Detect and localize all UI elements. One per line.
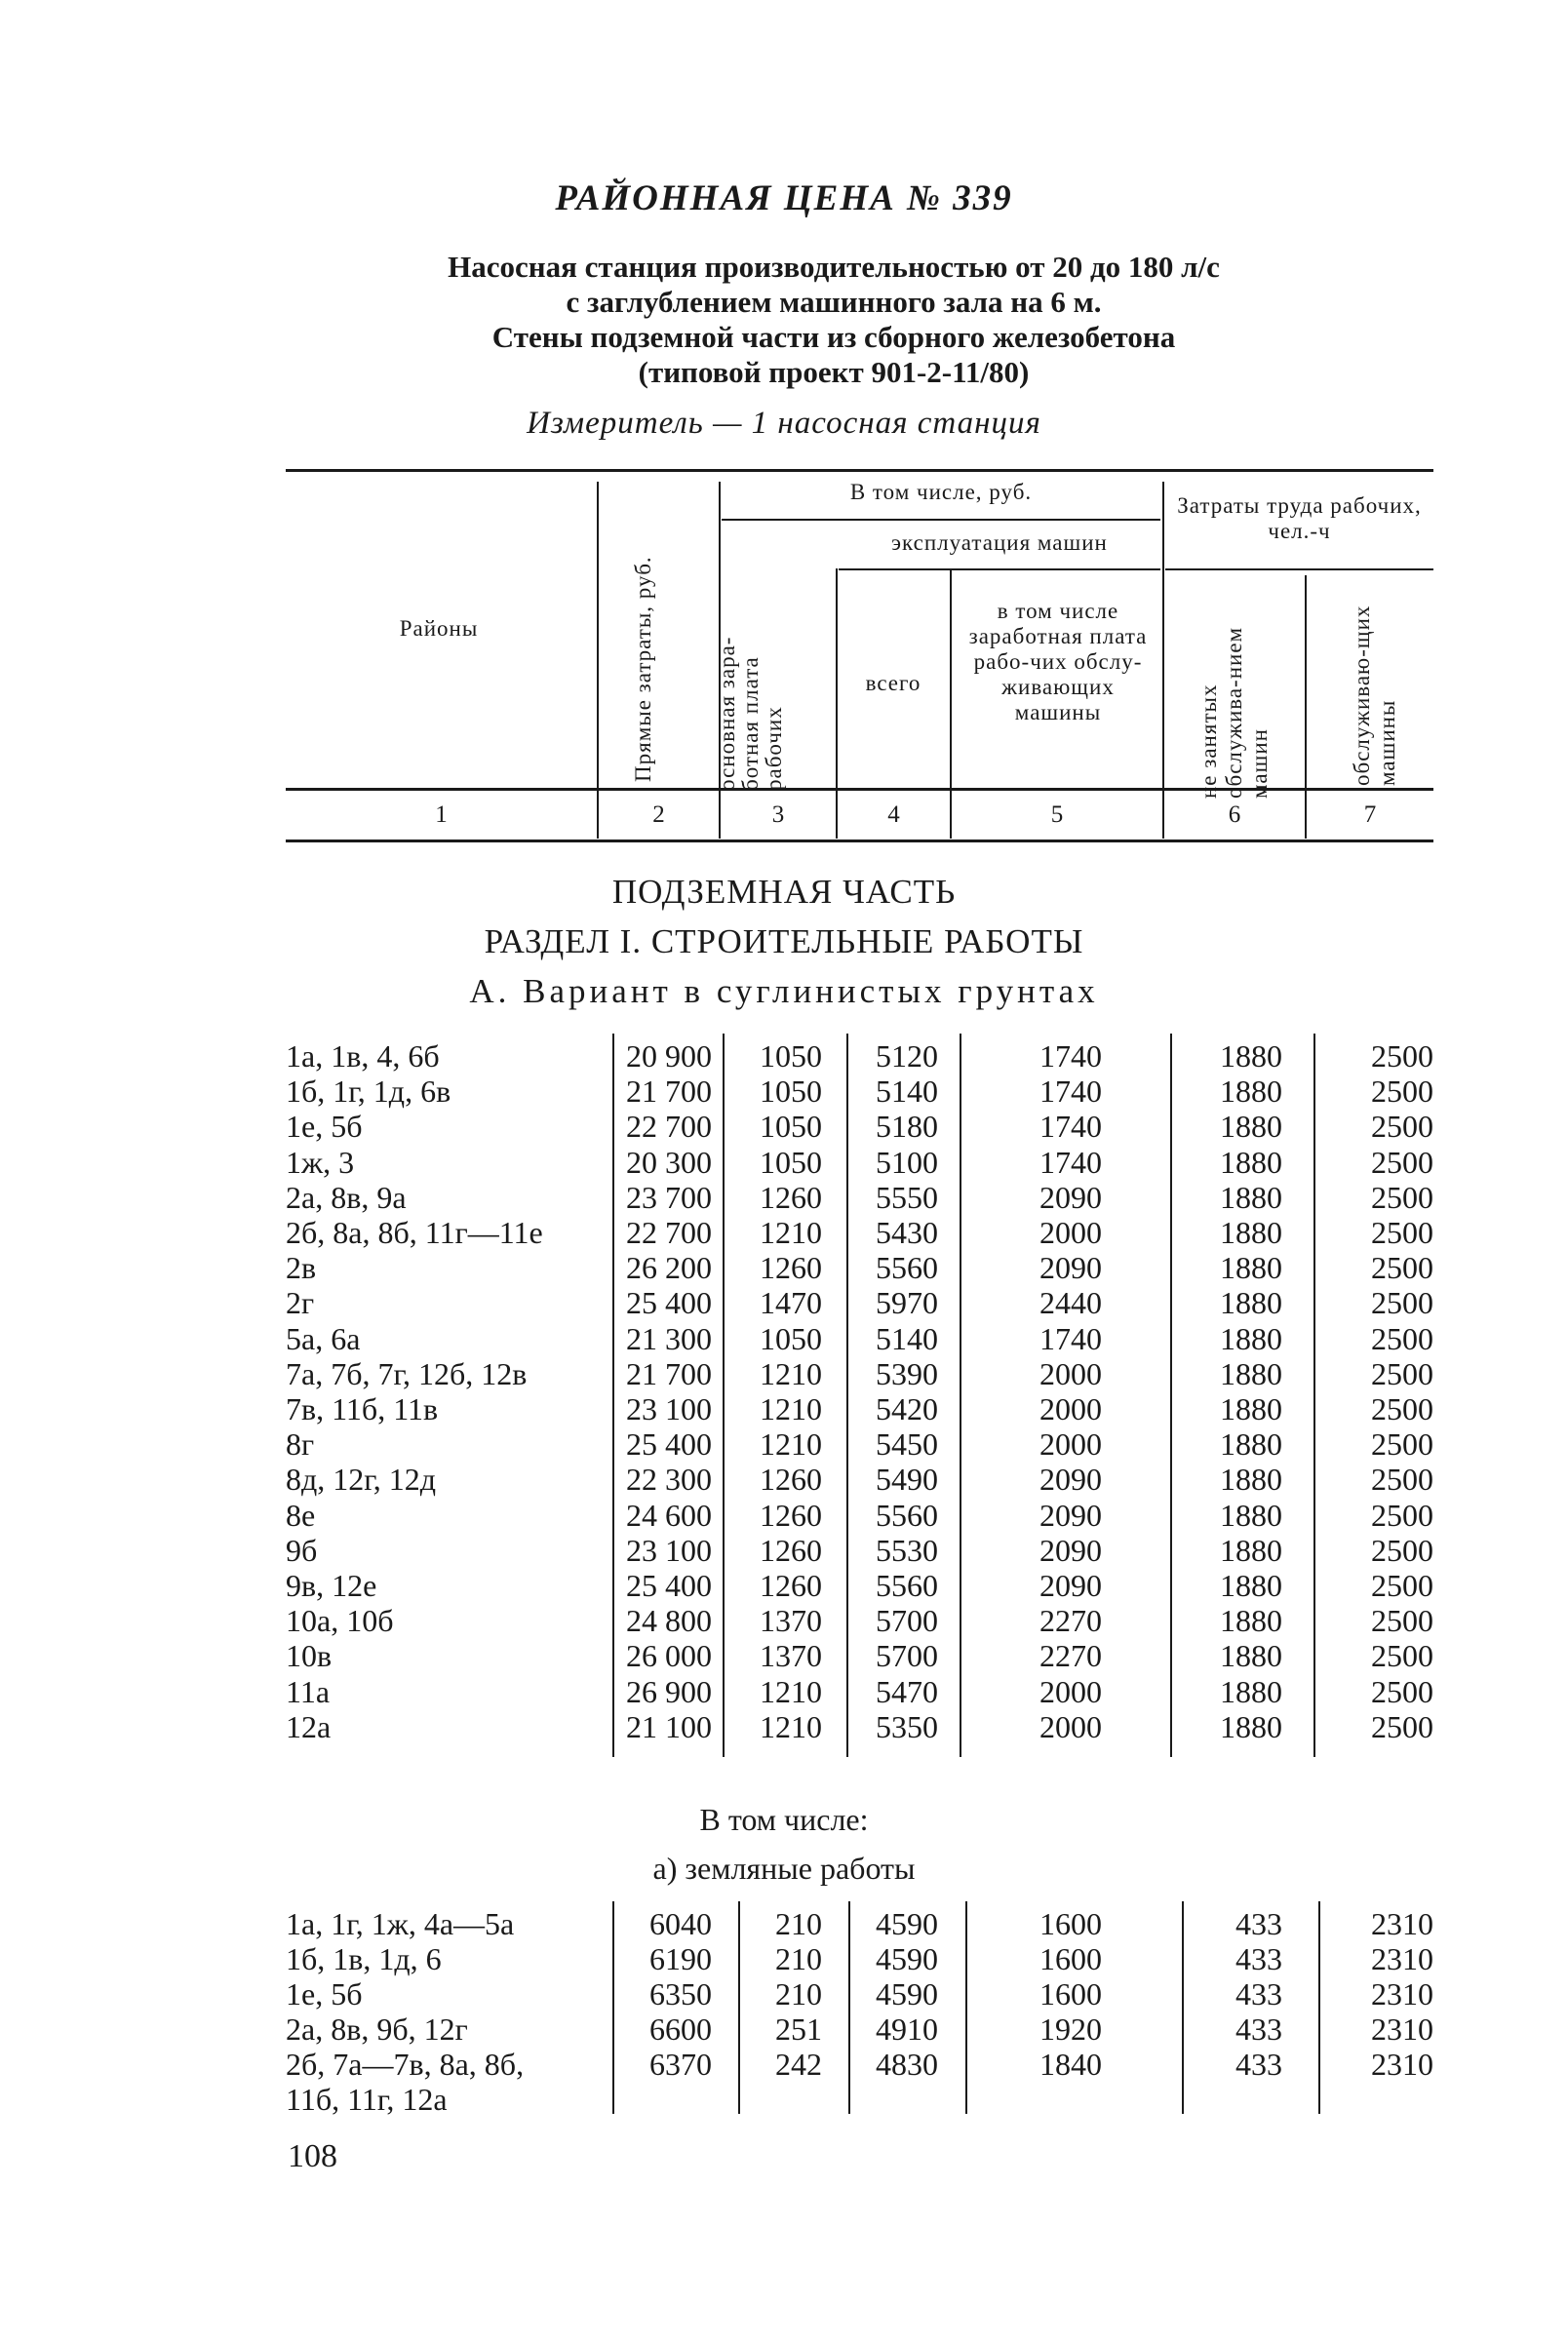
cell-value: 1880	[1220, 1144, 1282, 1180]
cell-value: 1050	[760, 1109, 822, 1145]
cell-value: 1880	[1220, 1355, 1282, 1391]
cell-district: 10в	[286, 1638, 333, 1674]
header-top-rule	[286, 469, 1433, 472]
header-pryamye: Прямые затраты, руб.	[631, 556, 655, 782]
col-number: 4	[887, 801, 900, 828]
cell-value: 1740	[1039, 1320, 1102, 1356]
cell-district: 1е, 5б	[286, 1109, 363, 1145]
header-obsluzh: обслуживаю-щих машины	[1350, 605, 1399, 786]
header-divider	[1162, 482, 1164, 839]
cell-value: 4910	[876, 2011, 938, 2047]
cell-value: 22 700	[626, 1109, 712, 1145]
cell-value: 1210	[760, 1215, 822, 1250]
cell-value: 5970	[876, 1285, 938, 1321]
cell-value: 4830	[876, 2047, 938, 2082]
header-subrule-1	[722, 519, 1160, 521]
col-number: 5	[1050, 801, 1064, 828]
header-v-tom-chisle-zp: в том числе заработная плата рабо-чих обслу-живающих машины	[968, 599, 1148, 724]
header-rayony: Районы	[399, 616, 479, 641]
table-row	[0, 1391, 1568, 1426]
unit-of-measure: Измеритель — 1 насосная станция	[527, 406, 1041, 441]
document-title: РАЙОННАЯ ЦЕНА № 339	[555, 178, 1013, 218]
cell-value: 1880	[1220, 1391, 1282, 1426]
cell-value: 1740	[1039, 1144, 1102, 1180]
subtitle-line: Стены подземной части из сборного железобетона	[491, 320, 1176, 354]
cell-value: 1050	[760, 1144, 822, 1180]
cell-value: 5120	[876, 1038, 938, 1074]
cell-value: 1210	[760, 1708, 822, 1744]
cell-value: 2500	[1371, 1074, 1433, 1110]
cell-value: 2000	[1039, 1708, 1102, 1744]
cell-value: 20 300	[626, 1144, 712, 1180]
cell-value: 23 100	[626, 1532, 712, 1568]
cell-district: 8г	[286, 1426, 315, 1463]
cell-value: 23 700	[626, 1179, 712, 1215]
subsection-incl: В том числе:	[699, 1802, 869, 1837]
cell-value: 1210	[760, 1426, 822, 1463]
cell-value: 2090	[1039, 1462, 1102, 1498]
cell-value: 26 900	[626, 1673, 712, 1709]
cell-value: 1600	[1039, 1976, 1102, 2011]
cell-value: 433	[1235, 1906, 1282, 1941]
cell-value: 5390	[876, 1355, 938, 1391]
table-row	[0, 1709, 1568, 1744]
cell-district: 1б, 1в, 1д, 6	[286, 1941, 442, 1976]
table-row	[0, 1941, 1568, 1976]
cell-value: 433	[1235, 2011, 1282, 2047]
cell-value: 242	[775, 2047, 822, 2082]
cell-value: 6370	[649, 2047, 712, 2082]
cell-value: 2310	[1371, 1976, 1433, 2011]
cell-value: 433	[1235, 1976, 1282, 2011]
cell-value: 6040	[649, 1906, 712, 1941]
table-row	[0, 1109, 1568, 1144]
cell-value: 22 700	[626, 1215, 712, 1250]
cell-value: 24 600	[626, 1497, 712, 1533]
cell-value: 1880	[1220, 1532, 1282, 1568]
header-divider	[597, 482, 599, 839]
header-divider	[1305, 575, 1307, 839]
subtitle-line: (типовой проект 901-2-11/80)	[638, 355, 1030, 389]
table-row	[0, 1603, 1568, 1638]
cell-district: 1е, 5б	[286, 1976, 363, 2011]
cell-value: 1050	[760, 1038, 822, 1074]
cell-value: 2500	[1371, 1355, 1433, 1391]
table-row	[0, 1145, 1568, 1180]
colnum-bottom-rule	[286, 840, 1433, 842]
table-row	[0, 1906, 1568, 1941]
cell-value: 210	[775, 1906, 822, 1941]
cell-value: 1210	[760, 1673, 822, 1709]
cell-district: 2а, 8в, 9а	[286, 1179, 407, 1215]
cell-value: 1880	[1220, 1497, 1282, 1533]
cell-value: 1370	[760, 1603, 822, 1639]
section-razdel: РАЗДЕЛ I. СТРОИТЕЛЬНЫЕ РАБОТЫ	[484, 922, 1084, 960]
cell-value: 1880	[1220, 1038, 1282, 1074]
cell-value: 210	[775, 1941, 822, 1976]
cell-district: 1а, 1г, 1ж, 4а—5а	[286, 1906, 515, 1941]
cell-value: 5140	[876, 1320, 938, 1356]
table-row	[0, 1038, 1568, 1074]
cell-value: 22 300	[626, 1462, 712, 1498]
cell-value: 5530	[876, 1532, 938, 1568]
cell-value: 2500	[1371, 1603, 1433, 1639]
cell-value: 2500	[1371, 1285, 1433, 1321]
cell-value: 2000	[1039, 1215, 1102, 1250]
header-ne-zanyatyh: не занятых обслужива-нием машин	[1196, 626, 1272, 799]
cell-value: 6190	[649, 1941, 712, 1976]
cell-value: 1260	[760, 1497, 822, 1533]
cell-district: 5а, 6а	[286, 1320, 361, 1356]
cell-value: 21 700	[626, 1355, 712, 1391]
cell-value: 1880	[1220, 1638, 1282, 1674]
cell-value: 1370	[760, 1638, 822, 1674]
cell-value: 1880	[1220, 1603, 1282, 1639]
table-row	[0, 2011, 1568, 2047]
cell-value: 433	[1235, 1941, 1282, 1976]
cell-value: 2500	[1371, 1497, 1433, 1533]
cell-value: 23 100	[626, 1391, 712, 1426]
cell-value: 2000	[1039, 1391, 1102, 1426]
cell-value: 26 000	[626, 1638, 712, 1674]
cell-value: 5470	[876, 1673, 938, 1709]
table-row	[0, 1638, 1568, 1673]
cell-value: 20 900	[626, 1038, 712, 1074]
table-row	[0, 1976, 1568, 2011]
header-divider	[950, 568, 952, 839]
cell-value: 1050	[760, 1320, 822, 1356]
col-number: 2	[652, 801, 665, 828]
cell-value: 2500	[1371, 1673, 1433, 1709]
cell-value: 1260	[760, 1250, 822, 1286]
col-number: 7	[1363, 801, 1377, 828]
cell-district: 2г	[286, 1285, 315, 1321]
cell-value: 1840	[1039, 2047, 1102, 2082]
cell-value: 6600	[649, 2011, 712, 2047]
table-row	[0, 1674, 1568, 1709]
header-ekspl: эксплуатация машин	[891, 530, 1108, 555]
header-v-tom-chisle: В том числе, руб.	[849, 480, 1033, 504]
cell-value: 24 800	[626, 1603, 712, 1639]
cell-district: 1ж, 3	[286, 1144, 355, 1180]
cell-value: 2500	[1371, 1708, 1433, 1744]
table-row	[0, 1462, 1568, 1497]
cell-value: 433	[1235, 2047, 1282, 2082]
cell-value: 2500	[1371, 1109, 1433, 1145]
cell-district: 1а, 1в, 4, 6б	[286, 1038, 440, 1074]
col-number: 3	[771, 801, 785, 828]
table-row	[0, 1568, 1568, 1603]
cell-value: 1880	[1220, 1179, 1282, 1215]
cell-value: 2440	[1039, 1285, 1102, 1321]
cell-value: 21 300	[626, 1320, 712, 1356]
cell-value: 1880	[1220, 1462, 1282, 1498]
cell-value: 4590	[876, 1941, 938, 1976]
cell-value: 2500	[1371, 1320, 1433, 1356]
cell-value: 5700	[876, 1638, 938, 1674]
cell-value: 2500	[1371, 1215, 1433, 1250]
cell-value: 1880	[1220, 1285, 1282, 1321]
subtitle-line: Насосная станция производительностью от 20 до 180 л/с	[448, 250, 1220, 284]
cell-value: 1920	[1039, 2011, 1102, 2047]
cell-value: 5700	[876, 1603, 938, 1639]
cell-value: 2310	[1371, 2047, 1433, 2082]
cell-value: 2500	[1371, 1568, 1433, 1603]
cell-value: 2000	[1039, 1426, 1102, 1463]
cell-value: 2310	[1371, 1941, 1433, 1976]
cell-district: 2в	[286, 1250, 317, 1286]
col-number: 6	[1228, 801, 1241, 828]
cell-value: 1260	[760, 1532, 822, 1568]
cell-value: 21 700	[626, 1074, 712, 1110]
cell-value: 25 400	[626, 1285, 712, 1321]
cell-value: 2310	[1371, 2011, 1433, 2047]
cell-value: 26 200	[626, 1250, 712, 1286]
cell-value: 25 400	[626, 1426, 712, 1463]
header-subrule-3	[1165, 568, 1433, 570]
cell-value: 2500	[1371, 1426, 1433, 1463]
cell-value: 2090	[1039, 1568, 1102, 1603]
cell-district: 2б, 8а, 8б, 11г—11е	[286, 1215, 543, 1250]
cell-value: 2310	[1371, 1906, 1433, 1941]
cell-value: 2090	[1039, 1179, 1102, 1215]
cell-value: 1470	[760, 1285, 822, 1321]
cell-value: 1740	[1039, 1074, 1102, 1110]
cell-value: 2270	[1039, 1603, 1102, 1639]
cell-value: 1880	[1220, 1708, 1282, 1744]
header-subrule-2	[839, 568, 1160, 570]
col-number: 1	[435, 801, 448, 828]
cell-value: 1740	[1039, 1038, 1102, 1074]
cell-district: 10а, 10б	[286, 1603, 394, 1639]
cell-value: 2500	[1371, 1638, 1433, 1674]
cell-value: 2500	[1371, 1462, 1433, 1498]
cell-value: 2090	[1039, 1250, 1102, 1286]
cell-value: 1880	[1220, 1320, 1282, 1356]
cell-value: 2000	[1039, 1673, 1102, 1709]
cell-value: 210	[775, 1976, 822, 2011]
cell-district: 7а, 7б, 7г, 12б, 12в	[286, 1355, 528, 1391]
cell-district: 9в, 12е	[286, 1568, 377, 1603]
cell-district: 2а, 8в, 9б, 12г	[286, 2011, 468, 2047]
cell-value: 1740	[1039, 1109, 1102, 1145]
cell-value: 1260	[760, 1568, 822, 1603]
page-number: 108	[288, 2138, 337, 2174]
cell-value: 6350	[649, 1976, 712, 2011]
cell-district: 11а	[286, 1673, 331, 1709]
table-row	[0, 1356, 1568, 1391]
cell-value: 1880	[1220, 1074, 1282, 1110]
cell-district: 7в, 11б, 11в	[286, 1391, 439, 1426]
cell-value: 1880	[1220, 1568, 1282, 1603]
header-zatraty-truda: Затраты труда рабочих, чел.-ч	[1177, 493, 1422, 543]
cell-value: 1600	[1039, 1906, 1102, 1941]
cell-value: 2090	[1039, 1497, 1102, 1533]
table-row	[0, 1285, 1568, 1320]
cell-value: 1600	[1039, 1941, 1102, 1976]
cell-value: 4590	[876, 1906, 938, 1941]
cell-value: 251	[775, 2011, 822, 2047]
cell-value: 5550	[876, 1179, 938, 1215]
cell-value: 1880	[1220, 1673, 1282, 1709]
cell-value: 1210	[760, 1391, 822, 1426]
cell-value: 2000	[1039, 1355, 1102, 1391]
cell-value: 21 100	[626, 1708, 712, 1744]
cell-value: 5180	[876, 1109, 938, 1145]
cell-value: 2500	[1371, 1391, 1433, 1426]
cell-value: 5450	[876, 1426, 938, 1463]
cell-value: 2500	[1371, 1179, 1433, 1215]
cell-district: 8е	[286, 1497, 316, 1533]
cell-value: 1210	[760, 1355, 822, 1391]
cell-value: 5490	[876, 1462, 938, 1498]
cell-value: 5560	[876, 1250, 938, 1286]
cell-value: 1880	[1220, 1215, 1282, 1250]
cell-value: 1260	[760, 1462, 822, 1498]
table-row	[0, 1321, 1568, 1356]
cell-value: 5430	[876, 1215, 938, 1250]
cell-district: 2б, 7а—7в, 8а, 8б,	[286, 2047, 525, 2082]
cell-value: 1050	[760, 1074, 822, 1110]
header-osnovnaya: основная зара-ботная плата рабочих	[715, 636, 786, 791]
cell-value: 25 400	[626, 1568, 712, 1603]
cell-value: 2500	[1371, 1532, 1433, 1568]
cell-value: 5100	[876, 1144, 938, 1180]
cell-value: 5140	[876, 1074, 938, 1110]
cell-value: 2500	[1371, 1038, 1433, 1074]
table-row	[0, 1180, 1568, 1215]
subtitle-line: с заглублением машинного зала на 6 м.	[566, 285, 1102, 319]
cell-value: 4590	[876, 1976, 938, 2011]
table-row	[0, 1250, 1568, 1285]
cell-value: 2500	[1371, 1250, 1433, 1286]
cell-value: 1880	[1220, 1426, 1282, 1463]
cell-value: 2270	[1039, 1638, 1102, 1674]
cell-value: 5560	[876, 1568, 938, 1603]
section-underground: ПОДЗЕМНАЯ ЧАСТЬ	[611, 873, 957, 911]
table-row	[0, 2047, 1568, 2082]
table-row	[0, 1533, 1568, 1568]
table-row	[0, 1498, 1568, 1533]
cell-value: 2090	[1039, 1532, 1102, 1568]
cell-district: 12а	[286, 1708, 332, 1744]
table-row	[0, 1215, 1568, 1250]
header-divider	[836, 568, 838, 839]
cell-value: 2500	[1371, 1144, 1433, 1180]
cell-value: 5350	[876, 1708, 938, 1744]
table-row	[0, 2082, 1568, 2117]
header-vsego: всего	[865, 671, 921, 695]
cell-value: 5560	[876, 1497, 938, 1533]
table-row	[0, 1426, 1568, 1462]
section-variant: А. Вариант в суглинистых грунтах	[469, 972, 1099, 1010]
document-subtitle	[371, 250, 1297, 390]
cell-value: 1260	[760, 1179, 822, 1215]
cell-district: 9б	[286, 1532, 318, 1568]
cell-value: 5420	[876, 1391, 938, 1426]
cell-value: 1880	[1220, 1109, 1282, 1145]
cell-district: 1б, 1г, 1д, 6в	[286, 1074, 451, 1110]
cell-district: 11б, 11г, 12а	[286, 2082, 448, 2117]
subsection-earthworks: а) земляные работы	[652, 1851, 916, 1886]
cell-value: 1880	[1220, 1250, 1282, 1286]
cell-district: 8д, 12г, 12д	[286, 1462, 437, 1498]
table-row	[0, 1074, 1568, 1109]
